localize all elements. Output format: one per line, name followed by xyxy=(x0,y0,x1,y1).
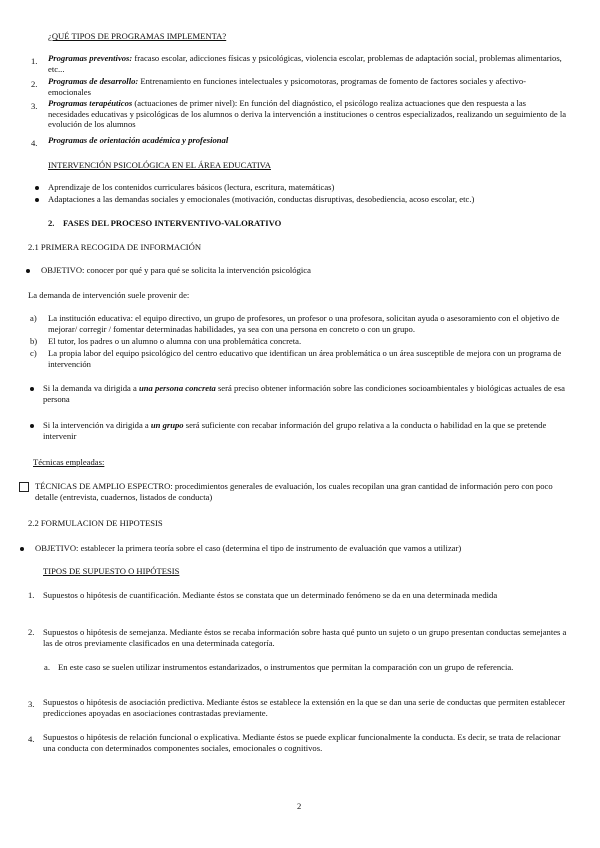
subsection-title-2-2: 2.2 FORMULACION DE HIPOTESIS xyxy=(28,518,163,528)
program-item-preventive xyxy=(48,53,568,74)
hypothesis-types-title: TIPOS DE SUPUESTO O HIPÓTESIS xyxy=(43,566,180,576)
objective-2-2: OBJETIVO: establecer la primera teoría sobre el caso (determina el tipo de instrumento de evaluación que vamos a utilizar) xyxy=(35,543,462,553)
program-title: Programas preventivos: xyxy=(48,53,133,63)
list-label: b) xyxy=(30,336,38,346)
list-label: a. xyxy=(44,662,50,672)
intervention-bullet: Adaptaciones a las demandas sociales y emocionales (motivación, conductas disruptivas, desobediencia, acoso escolar, etc.) xyxy=(48,194,475,204)
list-label: a) xyxy=(30,313,37,323)
text-fragment: será preciso obtener información sobre las condiciones socioambientales y biológicas actuales de esa persona xyxy=(43,383,565,404)
techniques-item: TÉCNICAS DE AMPLIO ESPECTRO: procedimientos generales de evaluación, los cuales recopilan una gran cantidad de información pero con poco detalle (entrevista, cuadernos, listados de conducta) xyxy=(35,481,553,502)
objective-2-1: OBJETIVO: conocer por qué y para qué se solicita la intervención psicológica xyxy=(41,265,311,275)
hypothesis-item: Supuestos o hipótesis de cuantificación. Mediante éstos se constata que un determinado fenómeno se da en una determinada medida xyxy=(43,590,498,600)
bullet-icon xyxy=(20,547,24,551)
demand-intro: La demanda de intervención suele provenir de: xyxy=(28,290,190,300)
page-number: 2 xyxy=(297,801,302,811)
list-number: 2. xyxy=(31,79,38,89)
intervention-title: INTERVENCIÓN PSICOLÓGICA EN EL ÁREA EDUCATIVA xyxy=(48,160,271,170)
program-text: fracaso escolar, adicciones físicas y psicológicas, violencia escolar, problemas de adaptación social, problemas alimentarios, etc... xyxy=(48,53,562,74)
subsection-title-2-1: 2.1 PRIMERA RECOGIDA DE INFORMACIÓN xyxy=(28,242,202,252)
program-title: Programas de orientación académica y profesional xyxy=(48,135,229,145)
hypothesis-subitem: En este caso se suelen utilizar instrumentos estandarizados, o instrumentos que permitan la comparación con un grupo de referencia. xyxy=(58,662,514,672)
program-text: (actuaciones de primer nivel): En función del diagnóstico, el psicólogo realiza actuaciones que den respuesta a las necesidades educativas y psicológicas de los alumnos o deriva la intervención a instituciones o centros especializados, realizando un seguimiento de la evolución de los alumnos xyxy=(48,98,567,130)
demand-item: El tutor, los padres o un alumno o alumna con una problemática concreta. xyxy=(48,336,302,346)
list-number: 4. xyxy=(28,734,35,744)
program-title: Programas de desarrollo: xyxy=(48,76,139,86)
hypothesis-item: Supuestos o hipótesis de asociación predictiva. Mediante éstos se establece la extensión en la que se dan una serie de conductas que permiten establecer predicciones apoyadas en asociaciones contrastadas previamente. xyxy=(43,697,566,718)
list-number: 1. xyxy=(31,56,38,66)
intervention-bullet: Aprendizaje de los contenidos curriculares básicos (lectura, escritura, matemáticas) xyxy=(48,182,335,192)
program-text: Entrenamiento en funciones intelectuales y psicomotoras, programas de fomento de factores sociales y afectivo-emocionales xyxy=(48,76,527,97)
emphasis: un grupo xyxy=(150,420,184,430)
demand-item: La institución educativa: el equipo directivo, un grupo de profesores, un profesor o una profesora, solicitan ayuda o asesoramiento con el objetivo de mejorar/ corregir / fomentar determinadas habilidades, ya sea con una persona en concreto o con un grupo. xyxy=(48,313,560,334)
program-title: Programas terapéuticos xyxy=(48,98,133,108)
section-title-program-types: ¿QUÉ TIPOS DE PROGRAMAS IMPLEMENTA? xyxy=(48,31,227,41)
list-number: 2. xyxy=(28,627,35,637)
program-item-therapeutic xyxy=(48,98,568,130)
bullet-icon xyxy=(30,424,34,428)
list-number: 3. xyxy=(31,101,38,111)
hypothesis-item: Supuestos o hipótesis de semejanza. Mediante éstos se recaba información sobre hasta qué punto un sujeto o un grupo presentan conductas semejantes a las de otros previamente clasificados en una determinada categoría. xyxy=(43,627,567,648)
emphasis: una persona concreta xyxy=(138,383,216,393)
checkbox-icon xyxy=(19,482,29,492)
phases-heading-text: FASES DEL PROCESO INTERVENTIVO-VALORATIVO xyxy=(63,218,282,228)
phases-heading-number: 2. xyxy=(48,218,55,228)
text-fragment: será suficiente con recabar información del grupo relativa a la conducta o habilidad en la que se pretende intervenir xyxy=(43,420,547,441)
bullet-icon xyxy=(35,198,39,202)
program-item-orientation xyxy=(48,135,568,146)
bullet-icon xyxy=(35,186,39,190)
list-label: c) xyxy=(30,348,37,358)
demand-item: La propia labor del equipo psicológico del centro educativo que identifican un área problemática o un área susceptible de mejora con un programa de intervención xyxy=(48,348,562,369)
text-fragment: Si la intervención va dirigida a xyxy=(43,420,151,430)
techniques-title: Técnicas empleadas: xyxy=(33,457,105,467)
bullet-icon xyxy=(26,269,30,273)
group-bullet xyxy=(43,420,568,441)
program-item-development xyxy=(48,76,568,97)
list-number: 1. xyxy=(28,590,35,600)
text-fragment: Si la demanda va dirigida a xyxy=(43,383,139,393)
list-number: 3. xyxy=(28,699,35,709)
hypothesis-item: Supuestos o hipótesis de relación funcional o explicativa. Mediante éstos se puede explicar funcionalmente la conducta. Es decir, se trata de relacionar una conducta con determinados componentes sociales, emocionales o cognitivos. xyxy=(43,732,561,753)
bullet-icon xyxy=(30,387,34,391)
person-bullet xyxy=(43,383,568,404)
list-number: 4. xyxy=(31,138,38,148)
phases-heading xyxy=(48,218,281,229)
